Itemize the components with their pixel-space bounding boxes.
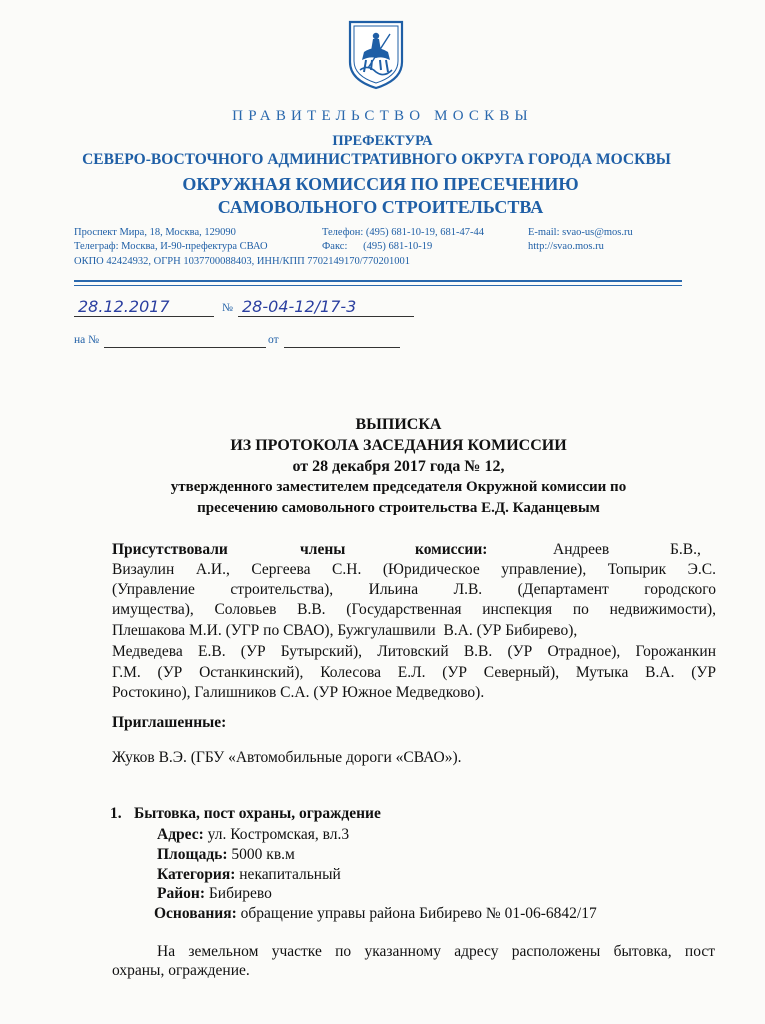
present-initials-andreev: Б.В., <box>670 541 701 558</box>
doc-subtitle: ИЗ ПРОТОКОЛА ЗАСЕДАНИЯ КОМИССИИ <box>230 437 567 454</box>
category-label: Категория: <box>157 866 236 883</box>
basis-value: обращение управы района Бибирево № 01-06-6842/17 <box>236 905 597 922</box>
moscow-coat-of-arms-icon <box>346 18 406 90</box>
present-line-4: имущества), Соловьев В.В. (Государственная инспекция по недвижимости), <box>112 601 716 618</box>
from-underline <box>284 347 400 348</box>
telegraph-text: Телеграф: Москва, И-90-префектура СВАО <box>74 241 268 252</box>
header-divider-thin <box>74 285 682 286</box>
prefecture-title: ПРЕФЕКТУРА <box>332 133 433 149</box>
present-word-commission: комиссии: <box>415 541 488 558</box>
area-value: 5000 кв.м <box>227 846 295 863</box>
protocol-date: от 28 декабря 2017 года № 12, <box>292 458 505 475</box>
area-label: Площадь: <box>157 846 228 863</box>
district-title: СЕВЕРО-ВОСТОЧНОГО АДМИНИСТРАТИВНОГО ОКРУГА ГОРОДА МОСКВЫ <box>82 151 671 168</box>
present-first-line <box>112 540 716 561</box>
district-label: Район: <box>157 885 205 902</box>
commission-title-line1: ОКРУЖНАЯ КОМИССИЯ ПО ПРЕСЕЧЕНИЮ <box>182 174 579 194</box>
registry-codes: ОКПО 42424932, ОГРН 1037700088403, ИНН/КПП 7702149170/770201001 <box>74 256 410 267</box>
approval-line1: утвержденного заместителем председателя Окружной комиссии по <box>170 479 627 495</box>
address-text: Проспект Мира, 18, Москва, 129090 <box>74 227 236 238</box>
basis-label: Основания: <box>154 905 237 922</box>
present-line-2: Визаулин А.И., Сергеева С.Н. (Юридическое управление), Топырик Э.С. <box>112 561 716 578</box>
website-link[interactable]: http://svao.mos.ru <box>528 241 604 252</box>
from-label: от <box>268 334 279 346</box>
fax-text: Факс: (495) 681-10-19 <box>322 241 433 252</box>
handwritten-date: 28.12.2017 <box>78 297 170 316</box>
doc-title: ВЫПИСКА <box>355 416 442 433</box>
item-basis-row <box>154 904 597 925</box>
present-label: Присутствовали <box>112 541 228 558</box>
present-word-members: члены <box>300 541 346 558</box>
date-underline <box>74 316 214 317</box>
item-description-line2: охраны, ограждение. <box>112 962 250 979</box>
item-address-row <box>157 825 349 846</box>
address-value: ул. Костромская, вл.3 <box>203 826 350 843</box>
invited-label: Приглашенные: <box>112 714 227 731</box>
present-line-7: Г.М. (УР Останкинский), Колесова Е.Л. (УР Северный), Мутыка В.А. (УР <box>112 664 716 681</box>
item-description-line1: На земельном участке по указанному адресу расположены бытовка, пост <box>157 943 715 960</box>
reference-underline <box>104 347 266 348</box>
address-label: Адрес: <box>157 826 204 843</box>
email-link[interactable]: E-mail: svao-us@mos.ru <box>528 227 633 238</box>
present-line-8: Ростокино), Галишников С.А. (УР Южное Медведково). <box>112 684 485 701</box>
government-title: ПРАВИТЕЛЬСТВО МОСКВЫ <box>232 108 533 124</box>
number-underline <box>238 316 414 317</box>
commission-title-line2: САМОВОЛЬНОГО СТРОИТЕЛЬСТВА <box>217 197 544 217</box>
number-label: № <box>222 302 233 314</box>
item-area-row <box>157 845 295 866</box>
handwritten-number: 28-04-12/17-3 <box>242 297 357 316</box>
phone-text: Телефон: (495) 681-10-19, 681-47-44 <box>322 227 485 238</box>
reference-label: на № <box>74 334 100 346</box>
present-line-5: Плешакова М.И. (УГР по СВАО), Бужгулашвили В.А. (УР Бибирево), <box>112 622 578 639</box>
header-divider <box>74 280 682 282</box>
item-number: 1. <box>110 805 122 822</box>
item-district-row <box>157 884 272 905</box>
present-line-3: (Управление строительства), Ильина Л.В. (Департамент городского <box>112 581 716 598</box>
district-value: Бибирево <box>205 885 272 902</box>
item-title: Бытовка, пост охраны, ограждение <box>134 805 381 822</box>
category-value: некапитальный <box>235 866 341 883</box>
approval-line2: пресечению самовольного строительства Е.Д. Каданцевым <box>197 500 600 516</box>
present-name-andreev: Андреев <box>553 541 610 558</box>
invited-text: Жуков В.Э. (ГБУ «Автомобильные дороги «СВАО»). <box>112 749 462 766</box>
present-line-6: Медведева Е.В. (УР Бутырский), Литовский В.В. (УР Отрадное), Горожанкин <box>112 643 716 660</box>
item-category-row <box>157 865 341 886</box>
